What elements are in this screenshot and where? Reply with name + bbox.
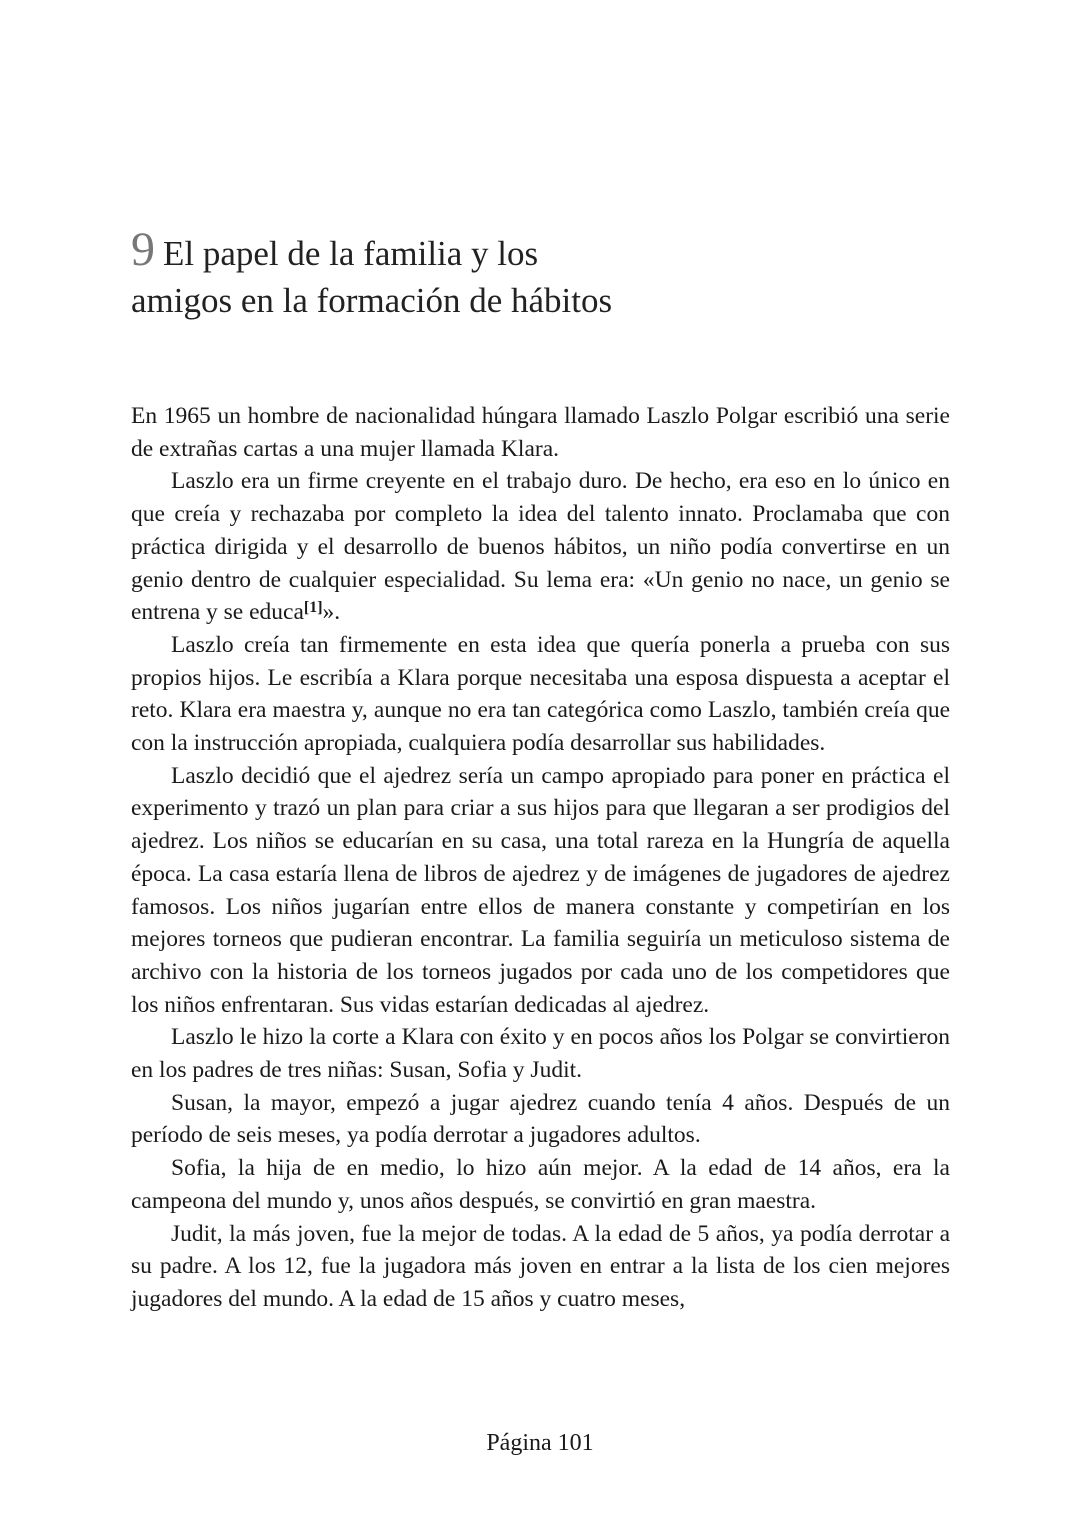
- paragraph: Sofia, la hija de en medio, lo hizo aún mejor. A la edad de 14 años, era la campeona del mundo y, unos años después, se convirtió en gran maestra.: [131, 1155, 950, 1214]
- paragraph-text: Laszlo era un firme creyente en el trabajo duro. De hecho, era eso en lo único en que creía y rechazaba por completo la idea del talento innato. Proclamaba que con práctica dirigida y el desarrollo de buenos hábitos, un niño podía convertirse en un genio dentro de cualquier especialidad. Su lema era: «Un genio no nace, un genio se entrena y se educa: [131, 468, 950, 626]
- chapter-number: 9: [131, 223, 155, 276]
- chapter-heading: [131, 223, 951, 324]
- paragraph: Laszlo le hizo la corte a Klara con éxito y en pocos años los Polgar se convirtieron en los padres de tres niñas: Susan, Sofia y Judit.: [131, 1024, 950, 1084]
- paragraph: En 1965 un hombre de nacionalidad húngara llamado Laszlo Polgar escribió una serie de extrañas cartas a una mujer llamada Klara.: [131, 403, 950, 462]
- paragraph-text-tail: ».: [322, 599, 341, 626]
- chapter-title-line-1: El papel de la familia y los: [163, 234, 539, 273]
- chapter-title-line-2: amigos en la formación de hábitos: [131, 281, 613, 320]
- paragraph: Judit, la más joven, fue la mejor de todas. A la edad de 5 años, ya podía derrotar a su padre. A los 12, fue la jugadora más joven en entrar a la lista de los cien mejores jugadores del mundo. A la edad de 15 años y cuatro meses,: [131, 1220, 950, 1312]
- paragraph: [131, 465, 950, 629]
- body-text: [131, 400, 950, 1316]
- paragraph: Susan, la mayor, empezó a jugar ajedrez cuando tenía 4 años. Después de un período de seis meses, ya podía derrotar a jugadores adultos.: [131, 1089, 950, 1149]
- page-number: Página 101: [486, 1430, 594, 1456]
- paragraph: Laszlo decidió que el ajedrez sería un campo apropiado para poner en práctica el experimento y trazó un plan para criar a sus hijos para que llegaran a ser prodigios del ajedrez. Los niños se educarían en su casa, una total rareza en la Hungría de aquella época. La casa estaría llena de libros de ajedrez y de imágenes de jugadores de ajedrez famosos. Los niños jugarían entre ellos de manera constante y competirían en los mejores torneos que pudieran encontrar. La familia seguiría un meticuloso sistema de archivo con la historia de los torneos jugados por cada uno de los competidores que los niños enfrentaran. Sus vidas estarían dedicadas al ajedrez.: [131, 762, 950, 1018]
- footnote-reference-link[interactable]: [1]: [303, 599, 323, 617]
- paragraph: Laszlo creía tan firmemente en esta idea que quería ponerla a prueba con sus propios hijos. Le escribía a Klara porque necesitaba una esposa dispuesta a aceptar el reto. Klara era maestra y, aunque no era tan categórica como Laszlo, también creía que con la instrucción apropiada, cualquiera podía desarrollar sus habilidades.: [131, 631, 950, 757]
